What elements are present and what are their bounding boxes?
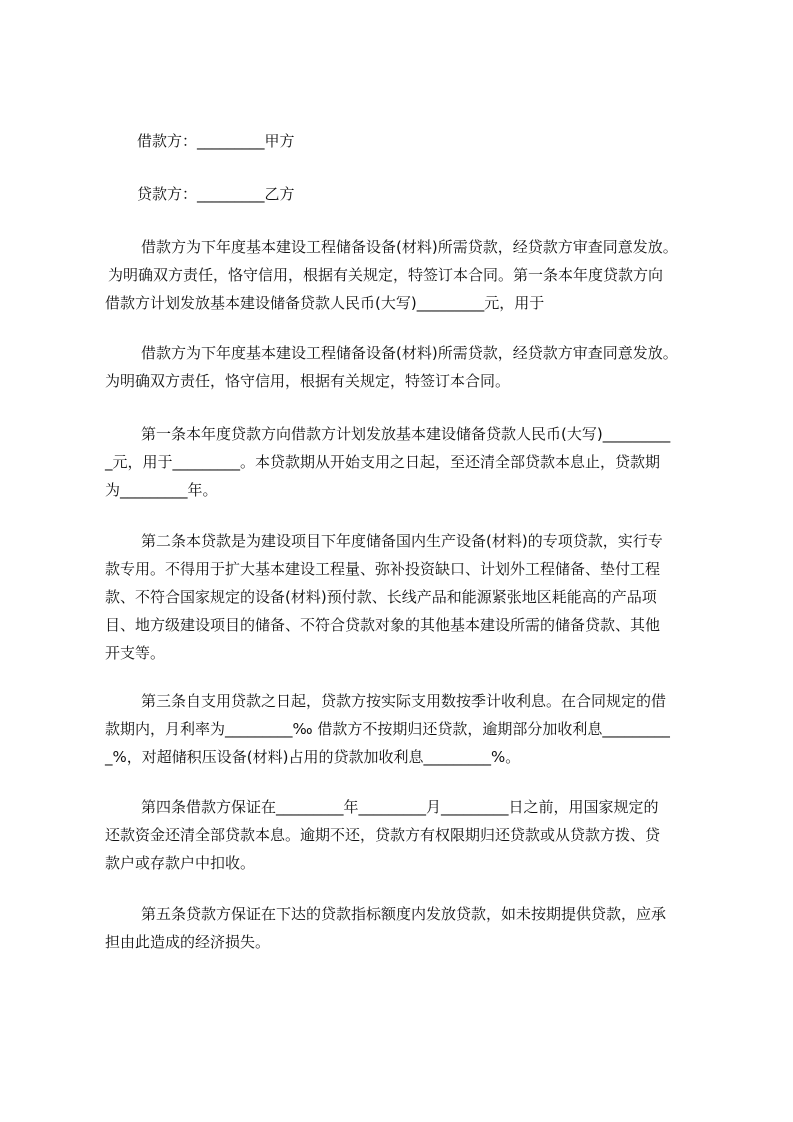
intro-b-line-2: 为明确双方责任，恪守信用，根据有关规定，特签订本合同。: [105, 372, 511, 390]
article-2-line-2: 款专用。不得用于扩大基本建设工程量、弥补投资缺口、计划外工程储备、垫付工程: [105, 560, 661, 578]
article-2-line-4: 目、地方级建设项目的储备、不符合贷款对象的其他基本建设所需的储备贷款、其他: [105, 616, 661, 634]
article-1-line-2: _元，用于_________。本贷款期从开始支用之日起，至还清全部贷款本息止，贷款期: [105, 453, 661, 471]
article-5-line-2: 担由此造成的经济损失。: [105, 933, 271, 951]
lender-party-line: 贷款方：_________乙方: [137, 185, 295, 203]
article-4-line-1: 第四条借款方保证在_________年_________月_________日之前，用国家规定的: [141, 798, 659, 816]
article-3-line-1: 第三条自支用贷款之日起，贷款方按实际支用数按季计收利息。在合同规定的借: [141, 692, 667, 710]
article-4-line-3: 款户或存款户中扣收。: [105, 854, 256, 872]
intro-a-line-1: 借款方为下年度基本建设工程储备设备(材料)所需贷款，经贷款方审查同意发放。: [141, 238, 678, 256]
article-2-line-3: 款、不符合国家规定的设备(材料)预付款、长线产品和能源紧张地区耗能高的产品项: [105, 588, 657, 606]
intro-b-line-1: 借款方为下年度基本建设工程储备设备(材料)所需贷款，经贷款方审查同意发放。: [141, 344, 678, 362]
intro-a-line-3: 借款方计划发放基本建设储备贷款人民币(大写)_________元，用于: [105, 294, 545, 312]
article-2-line-5: 开支等。: [105, 644, 166, 662]
article-2-line-1: 第二条本贷款是为建设项目下年度储备国内生产设备(材料)的专项贷款，实行专: [141, 532, 663, 550]
article-1-line-1: 第一条本年度贷款方向借款方计划发放基本建设储备贷款人民币(大写)_________: [141, 425, 671, 443]
intro-a-line-2: 为明确双方责任，恪守信用，根据有关规定，特签订本合同。第一条本年度贷款方向: [108, 266, 664, 284]
article-3-line-2: 款期内，月利率为_________‰ 借款方不按期归还贷款，逾期部分加收利息_________: [105, 720, 670, 738]
article-1-line-3: 为_________年。: [105, 481, 218, 499]
borrower-party-line: 借款方：_________甲方: [137, 132, 295, 150]
article-5-line-1: 第五条贷款方保证在下达的贷款指标额度内发放贷款，如未按期提供贷款，应承: [141, 905, 667, 923]
article-3-line-3: _%，对超储积压设备(材料)占用的贷款加收利息_________%。: [105, 748, 521, 766]
article-4-line-2: 还款资金还清全部贷款本息。逾期不还，贷款方有权限期归还贷款或从贷款方拨、贷: [105, 826, 661, 844]
